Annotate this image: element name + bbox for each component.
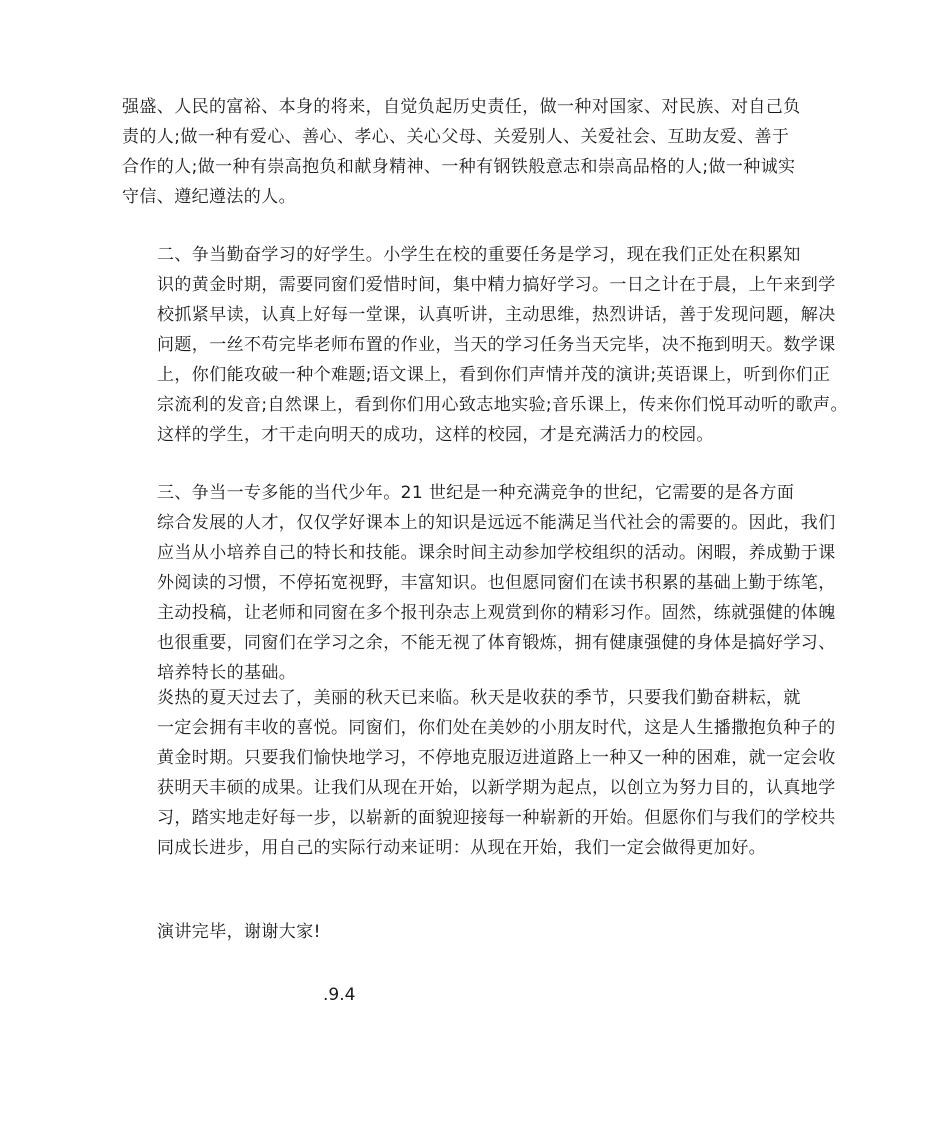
text-line: 一定会拥有丰收的喜悦。同窗们，你们处在美妙的小朋友时代，这是人生播撒抱负种子的 [157, 718, 836, 738]
document-date: .9.4 [323, 985, 356, 1005]
text-line: 培养特长的基础。 [157, 663, 297, 683]
text-line: 炎热的夏天过去了，美丽的秋天已来临。秋天是收获的季节，只要我们勤奋耕耘，就 [157, 688, 801, 708]
text-line: 应当从小培养自己的特长和技能。课余时间主动参加学校组织的活动。闲暇，养成勤于课 [157, 543, 836, 563]
text-line: 上，你们能攻破一种个难题;语文课上，看到你们声情并茂的演讲;英语课上，听到你们正 [157, 365, 831, 385]
text-line: 演讲完毕，谢谢大家! [157, 922, 321, 942]
text-line: 主动投稿，让老师和同窗在多个报刊杂志上观赏到你的精彩习作。固然，练就强健的体魄 [157, 603, 836, 623]
text-line: 责的人;做一种有爱心、善心、孝心、关心父母、关爱别人、关爱社会、互助友爱、善于 [122, 127, 790, 147]
text-line: 三、争当一专多能的当代少年。21 世纪是一种充满竞争的世纪，它需要的是各方面 [157, 483, 795, 503]
paragraph-point-three [122, 478, 834, 688]
paragraph-thanks [122, 917, 834, 947]
text-line: 获明天丰硕的成果。让我们从现在开始，以新学期为起点，以创立为努力目的，认真地学 [157, 778, 836, 798]
text-line: 外阅读的习惯，不停拓宽视野，丰富知识。也但愿同窗们在读书积累的基础上勤于练笔， [157, 573, 836, 593]
text-line: 问题，一丝不苟完毕老师布置的作业，当天的学习任务当天完毕，决不拖到明天。数学课 [157, 335, 836, 355]
text-line: 黄金时期。只要我们愉快地学习，不停地克服迈进道路上一种又一种的困难，就一定会收 [157, 748, 836, 768]
text-line: 习，踏实地走好每一步，以崭新的面貌迎接每一种崭新的开始。但愿你们与我们的学校共 [157, 808, 836, 828]
paragraph-point-two [122, 240, 848, 450]
text-line: 识的黄金时期，需要同窗们爱惜时间，集中精力搞好学习。一日之计在于晨，上午来到学 [157, 275, 836, 295]
paragraph-closing-responsibility [122, 92, 834, 212]
text-line: 合作的人;做一种有崇高抱负和献身精神、一种有钢铁般意志和崇高品格的人;做一种诚实 [122, 157, 796, 177]
text-line: 同成长进步，用自己的实际行动来证明：从现在开始，我们一定会做得更加好。 [157, 838, 766, 858]
text-line: 综合发展的人才，仅仅学好课本上的知识是远远不能满足当代社会的需要的。因此，我们 [157, 513, 836, 533]
paragraph-autumn-closing [122, 683, 834, 863]
text-line: 校抓紧早读，认真上好每一堂课，认真听讲，主动思维，热烈讲话，善于发现问题，解决 [157, 305, 836, 325]
text-line: 强盛、人民的富裕、本身的将来，自觉负起历史责任，做一种对国家、对民族、对自己负 [122, 97, 801, 117]
text-line: 宗流利的发音;自然课上，看到你们用心致志地实验;音乐课上，传来你们悦耳动听的歌声。 [157, 395, 848, 415]
text-line: 守信、遵纪遵法的人。 [122, 187, 296, 207]
text-line: 也很重要，同窗们在学习之余，不能无视了体育锻炼，拥有健康强健的身体是搞好学习、 [157, 633, 836, 653]
text-line: 这样的学生，才干走向明天的成功，这样的校园，才是充满活力的校园。 [157, 425, 714, 445]
text-line: 二、争当勤奋学习的好学生。小学生在校的重要任务是学习，现在我们正处在积累知 [157, 245, 801, 265]
